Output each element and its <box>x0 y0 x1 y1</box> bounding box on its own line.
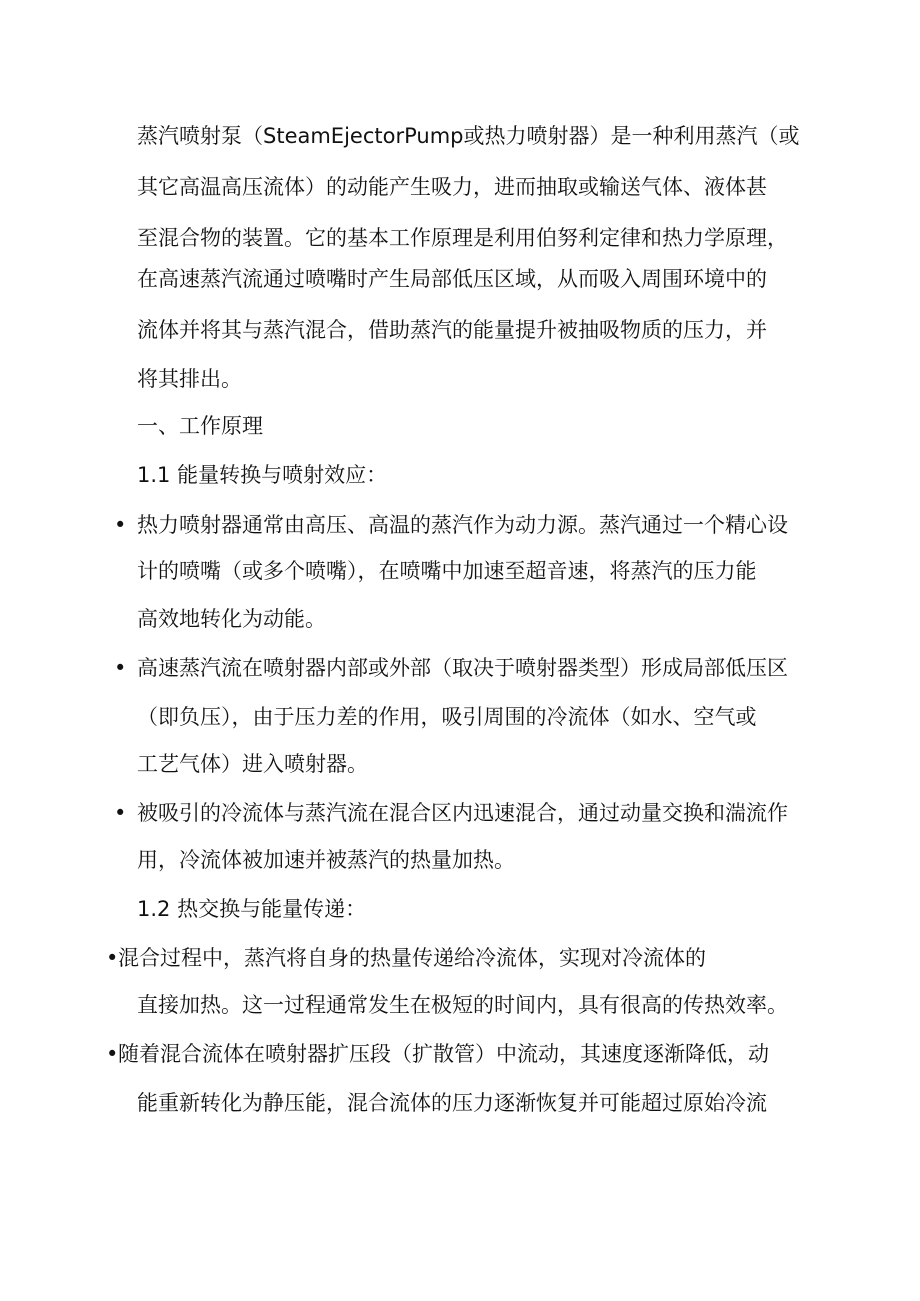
bullet-line: 随着混合流体在喷射器扩压段（扩散管）中流动，其速度逐渐降低，动 <box>118 1042 769 1066</box>
bullet-icon: • <box>106 1042 119 1066</box>
bullet-icon: • <box>114 801 127 825</box>
bullet-line: 用，冷流体被加速并被蒸汽的热量加热。 <box>137 848 515 872</box>
bullet-line: 被吸引的冷流体与蒸汽流在混合区内迅速混合，通过动量交换和湍流作 <box>137 801 788 825</box>
section-heading: 一、工作原理 <box>137 414 263 438</box>
bullet-line: 高速蒸汽流在喷射器内部或外部（取决于喷射器类型）形成局部低压区 <box>137 656 788 680</box>
bullet-line: 计的喷嘴（或多个喷嘴），在喷嘴中加速至超音速，将蒸汽的压力能 <box>137 559 757 583</box>
bullet-line: 高效地转化为动能。 <box>137 607 326 631</box>
bullet-icon: • <box>114 513 127 537</box>
intro-line: 在高速蒸汽流通过喷嘴时产生局部低压区域，从而吸入周围环境中的 <box>137 267 767 291</box>
bullet-icon: • <box>114 656 127 680</box>
bullet-line: 混合过程中，蒸汽将自身的热量传递给冷流体，实现对冷流体的 <box>118 946 706 970</box>
subsection-heading: 1.2 热交换与能量传递： <box>137 897 367 921</box>
intro-line: 流体并将其与蒸汽混合，借助蒸汽的能量提升被抽吸物质的压力，并 <box>137 318 767 342</box>
intro-line: 至混合物的装置。它的基本工作原理是利用伯努利定律和热力学原理， <box>137 226 788 250</box>
bullet-icon: • <box>106 946 119 970</box>
subsection-heading: 1.1 能量转换与喷射效应： <box>137 463 388 487</box>
bullet-line: 工艺气体）进入喷射器。 <box>137 752 368 776</box>
intro-line: 将其排出。 <box>137 367 242 391</box>
intro-line: 蒸汽喷射泵（SteamEjectorPump或热力喷射器）是一种利用蒸汽（或 <box>137 124 800 148</box>
bullet-line: （即负压），由于压力差的作用，吸引周围的冷流体（如水、空气或 <box>137 705 757 729</box>
intro-line: 其它高温高压流体）的动能产生吸力，进而抽取或输送气体、液体甚 <box>137 175 767 199</box>
bullet-line: 热力喷射器通常由高压、高温的蒸汽作为动力源。蒸汽通过一个精心设 <box>137 513 788 537</box>
bullet-line: 直接加热。这一过程通常发生在极短的时间内，具有很高的传热效率。 <box>137 993 788 1017</box>
bullet-line: 能重新转化为静压能，混合流体的压力逐渐恢复并可能超过原始冷流 <box>137 1091 767 1115</box>
